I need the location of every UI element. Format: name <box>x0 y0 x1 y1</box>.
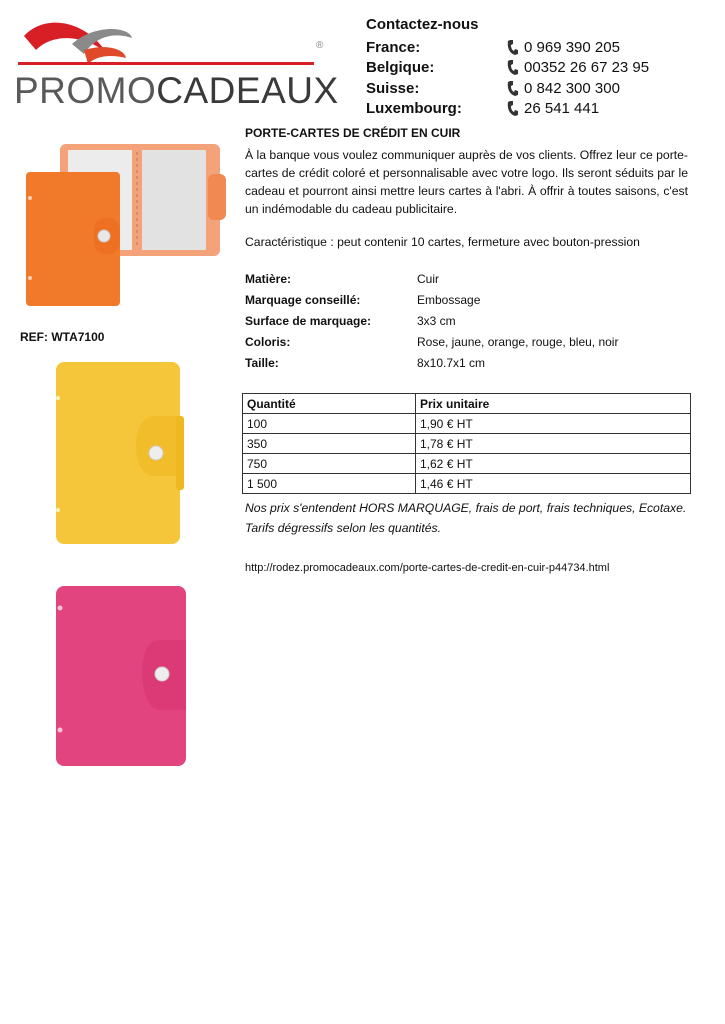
phone-icon <box>506 59 520 76</box>
phone-number[interactable]: 26 541 441 <box>524 100 600 118</box>
country-label: Belgique: <box>366 59 435 77</box>
phone-icon <box>506 39 520 56</box>
contact-block <box>366 16 706 119</box>
pricing-note <box>245 498 686 538</box>
country-label: Luxembourg: <box>366 100 462 118</box>
contact-heading: Contactez-nous <box>366 16 479 33</box>
quantity-cell: 350 <box>243 434 416 454</box>
spec-value: Embossage <box>417 292 481 307</box>
table-row <box>243 474 691 494</box>
contact-row-luxembourg <box>366 99 706 120</box>
table-row <box>243 414 691 434</box>
price-cell: 1,90 € HT <box>416 414 691 434</box>
price-cell: 1,78 € HT <box>416 434 691 454</box>
logo-wordmark: PROMOCADEAUX <box>14 70 339 111</box>
table-header-row <box>243 394 691 414</box>
phone-icon <box>506 80 520 97</box>
product-title: PORTE-CARTES DE CRÉDIT EN CUIR <box>245 126 461 140</box>
spec-value: Rose, jaune, orange, rouge, bleu, noir <box>417 334 619 349</box>
spec-label: Taille: <box>245 355 279 370</box>
pricing-note-line1: Nos prix s'entendent HORS MARQUAGE, frais de port, frais techniques, Ecotaxe. <box>245 501 687 515</box>
column-header-quantity: Quantité <box>243 394 416 414</box>
price-cell: 1,46 € HT <box>416 474 691 494</box>
product-feature: Caractéristique : peut contenir 10 cartes, fermeture avec bouton-pression <box>245 235 640 249</box>
quantity-cell: 750 <box>243 454 416 474</box>
spec-label: Surface de marquage: <box>245 313 372 328</box>
country-label: France: <box>366 38 421 56</box>
phone-number[interactable]: 00352 26 67 23 95 <box>524 59 650 77</box>
product-description: À la banque vous voulez communiquer auprès de vos clients. Offrez leur ce porte-cartes de crédit coloré et personnalisable avec votre logo. Ils seront séduits par le cadeau et pourront ainsi mettre leurs cartes à l'abri. À offrir à toutes saisons, c'est un indémodable du cadeau publicitaire. <box>245 148 688 216</box>
phone-icon <box>506 100 520 117</box>
contact-row-france <box>366 37 706 58</box>
product-image-pink <box>50 582 190 772</box>
phone-number[interactable]: 0 842 300 300 <box>524 79 620 97</box>
product-reference: REF: WTA7100 <box>20 330 105 344</box>
spec-value: 8x10.7x1 cm <box>417 355 486 370</box>
column-header-unit-price: Prix unitaire <box>416 394 691 414</box>
price-cell: 1,62 € HT <box>416 454 691 474</box>
spec-label: Matière: <box>245 271 292 286</box>
logo-swoosh-icon <box>14 14 334 74</box>
pricing-note-line2: Tarifs dégressifs selon les quantités. <box>245 521 442 535</box>
product-url-link[interactable]: http://rodez.promocadeaux.com/porte-cartes-de-credit-en-cuir-p44734.html <box>245 562 610 574</box>
spec-list <box>245 268 695 373</box>
spec-row <box>245 331 695 352</box>
table-row <box>243 434 691 454</box>
quantity-cell: 1 500 <box>243 474 416 494</box>
contact-row-belgique <box>366 58 706 79</box>
spec-row <box>245 310 695 331</box>
spec-value: 3x3 cm <box>417 313 456 328</box>
table-row <box>243 454 691 474</box>
contact-row-suisse <box>366 78 706 99</box>
quantity-cell: 100 <box>243 414 416 434</box>
spec-label: Coloris: <box>245 334 291 349</box>
country-label: Suisse: <box>366 79 420 97</box>
product-image-yellow <box>50 360 190 550</box>
spec-row <box>245 352 695 373</box>
spec-label: Marquage conseillé: <box>245 292 361 307</box>
spec-value: Cuir <box>417 271 440 286</box>
product-image-orange-open <box>22 140 227 310</box>
phone-number[interactable]: 0 969 390 205 <box>524 38 620 56</box>
registered-mark: ® <box>316 40 324 51</box>
spec-row <box>245 268 695 289</box>
spec-row <box>245 289 695 310</box>
price-table <box>242 393 691 494</box>
